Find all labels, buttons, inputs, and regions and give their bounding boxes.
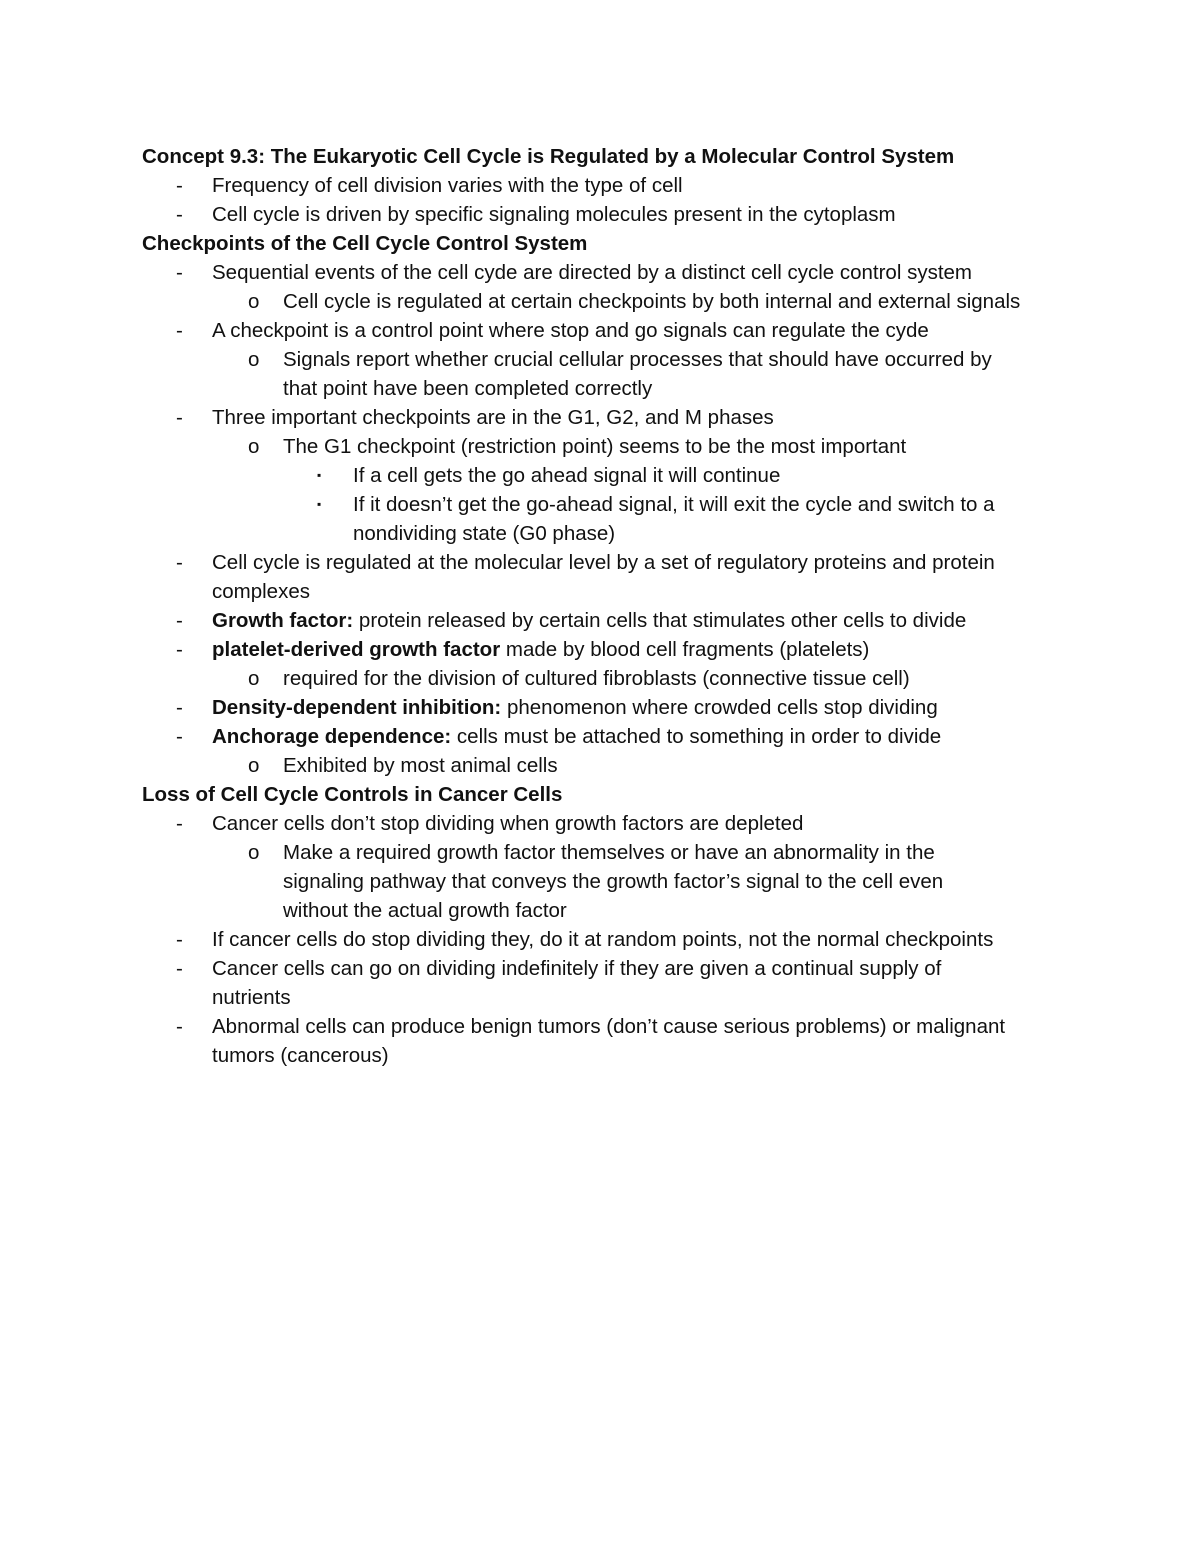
dash-bullet: - <box>176 609 183 632</box>
sub-list-item-continuation: signaling pathway that conveys the growth factor’s signal to the cell even <box>283 870 944 893</box>
dash-bullet: - <box>176 319 183 342</box>
list-item-continuation: complexes <box>212 580 310 603</box>
list-item: - Frequency of cell division varies with the type of cell <box>142 171 1102 200</box>
sub-sub-list-item: ▪ If a cell gets the go ahead signal it will continue <box>142 461 1102 490</box>
dash-bullet: - <box>176 174 183 197</box>
circle-bullet: o <box>248 348 260 371</box>
dash-bullet: - <box>176 406 183 429</box>
sub-list-item: o Exhibited by most animal cells <box>142 751 1102 780</box>
sub-sub-list-item: ▪ If it doesn’t get the go-ahead signal, it will exit the cycle and switch to a <box>142 490 1102 519</box>
sub-list-item: o Cell cycle is regulated at certain checkpoints by both internal and external signals <box>142 287 1102 316</box>
circle-bullet: o <box>248 667 260 690</box>
circle-bullet: o <box>248 754 260 777</box>
list-item-continuation: nutrients <box>212 986 291 1009</box>
checkpoints-heading: Checkpoints of the Cell Cycle Control System <box>142 232 588 255</box>
sub-list-item: o Make a required growth factor themselves or have an abnormality in the <box>142 838 1102 867</box>
sub-list-item-continuation: without the actual growth factor <box>283 899 567 922</box>
dash-bullet: - <box>176 928 183 951</box>
sub-list-item-continuation: that point have been completed correctly <box>283 377 653 400</box>
list-item: - Cancer cells can go on dividing indefinitely if they are given a continual supply of <box>142 954 1102 983</box>
concept-heading: Concept 9.3: The Eukaryotic Cell Cycle is Regulated by a Molecular Control System <box>142 145 955 168</box>
list-item: - Three important checkpoints are in the G1, G2, and M phases <box>142 403 1102 432</box>
dash-bullet: - <box>176 638 183 661</box>
term: Growth factor: <box>212 609 354 632</box>
term: Density-dependent inhibition: <box>212 696 502 719</box>
list-item: - Growth factor: protein released by certain cells that stimulates other cells to divide <box>142 606 1102 635</box>
list-item: - Anchorage dependence: cells must be attached to something in order to divide <box>142 722 1102 751</box>
dash-bullet: - <box>176 725 183 748</box>
list-item: - Density-dependent inhibition: phenomenon where crowded cells stop dividing <box>142 693 1102 722</box>
list-item: - Abnormal cells can produce benign tumors (don’t cause serious problems) or malignant <box>142 1012 1102 1041</box>
list-item: - Cell cycle is driven by specific signaling molecules present in the cytoplasm <box>142 200 1102 229</box>
list-item: - Cell cycle is regulated at the molecular level by a set of regulatory proteins and protein <box>142 548 1102 577</box>
dash-bullet: - <box>176 203 183 226</box>
sub-list-item: o The G1 checkpoint (restriction point) seems to be the most important <box>142 432 1102 461</box>
dash-bullet: - <box>176 1015 183 1038</box>
notes-body <box>142 142 1102 1070</box>
sub-list-item: o required for the division of cultured fibroblasts (connective tissue cell) <box>142 664 1102 693</box>
circle-bullet: o <box>248 841 260 864</box>
term: Anchorage dependence: <box>212 725 452 748</box>
list-item: - Cancer cells don’t stop dividing when growth factors are depleted <box>142 809 1102 838</box>
dash-bullet: - <box>176 812 183 835</box>
list-item: - platelet-derived growth factor made by blood cell fragments (platelets) <box>142 635 1102 664</box>
dash-bullet: - <box>176 261 183 284</box>
dash-bullet: - <box>176 957 183 980</box>
list-item: - A checkpoint is a control point where stop and go signals can regulate the cyde <box>142 316 1102 345</box>
circle-bullet: o <box>248 290 260 313</box>
list-item: - If cancer cells do stop dividing they, do it at random points, not the normal checkpoints <box>142 925 1102 954</box>
sub-sub-list-item-continuation: nondividing state (G0 phase) <box>353 522 616 545</box>
cancer-heading: Loss of Cell Cycle Controls in Cancer Cells <box>142 783 563 806</box>
list-item-continuation: tumors (cancerous) <box>212 1044 389 1067</box>
square-bullet: ▪ <box>317 468 322 482</box>
term: platelet-derived growth factor <box>212 638 501 661</box>
list-item: - Sequential events of the cell cyde are directed by a distinct cell cycle control system <box>142 258 1102 287</box>
square-bullet: ▪ <box>317 497 322 511</box>
dash-bullet: - <box>176 551 183 574</box>
circle-bullet: o <box>248 435 260 458</box>
sub-list-item: o Signals report whether crucial cellular processes that should have occurred by <box>142 345 1102 374</box>
dash-bullet: - <box>176 696 183 719</box>
